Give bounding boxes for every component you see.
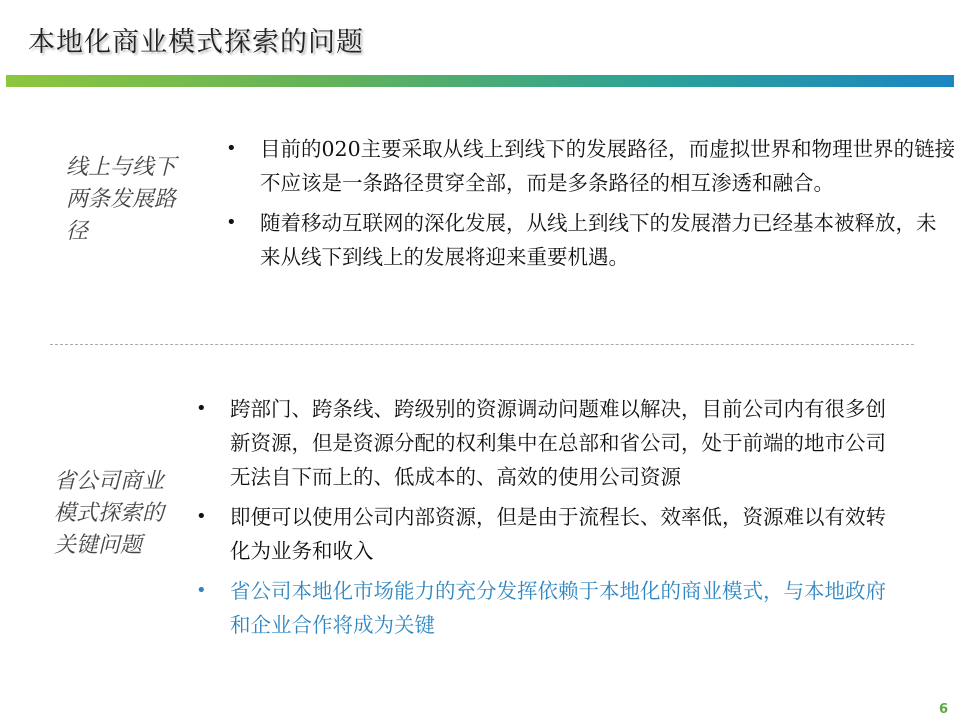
section-divider <box>50 344 914 345</box>
page-number: 6 <box>938 702 948 717</box>
slide-title: 本地化商业模式探索的问题 <box>28 27 364 58</box>
section2-bullet-2: • 即便可以使用公司内部资源，但是由于流程长、效率低，资源难以有效转化为业务和收入 <box>196 500 906 568</box>
section1-bullet-2: • 随着移动互联网的深化发展，从线上到线下的发展潜力已经基本被释放，未来从线下到线上的发展将迎来重要机遇。 <box>226 206 956 274</box>
section1-bullet-1: • 目前的020主要采取从线上到线下的发展路径，而虚拟世界和物理世界的链接不应该是一条路径贯穿全部，而是多条路径的相互渗透和融合。 <box>226 132 956 200</box>
section2-bullet-3-highlight: • 省公司本地化市场能力的充分发挥依赖于本地化的商业模式，与本地政府和企业合作将成为关键 <box>196 574 906 642</box>
section2-label: 省公司商业模式探索的关键问题 <box>54 469 165 558</box>
title-gradient-bar <box>6 75 954 87</box>
section2-bullet-list <box>196 392 906 648</box>
section1-label: 线上与线下两条发展路径 <box>66 155 177 244</box>
section1-bullet-list <box>226 132 956 280</box>
section2-bullet-1: • 跨部门、跨条线、跨级别的资源调动问题难以解决，目前公司内有很多创新资源，但是资源分配的权利集中在总部和省公司，处于前端的地市公司无法自下而上的、低成本的、高效的使用公司资源 <box>196 392 906 494</box>
